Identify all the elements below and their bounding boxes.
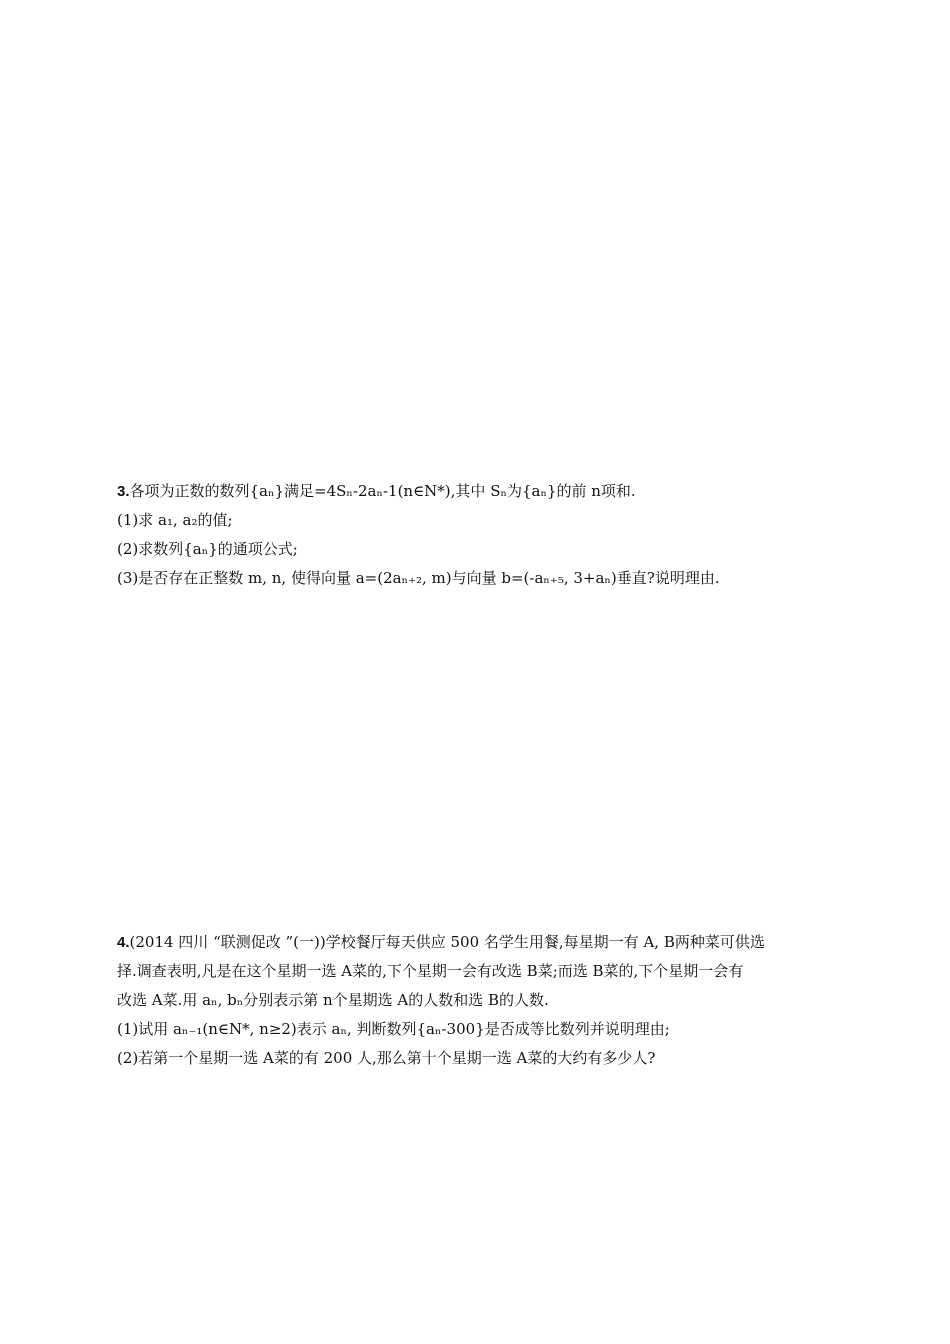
problem-4-statement-line-2: 择.调查表明,凡是在这个星期一选 A菜的,下个星期一会有改选 B菜;而选 B菜的,下个星期一会有 bbox=[117, 962, 744, 980]
problem-4-statement-line-1 bbox=[117, 928, 837, 957]
problem-4-part-2: (2)若第一个星期一选 A菜的有 200 人,那么第十个星期一选 A菜的大约有多少人? bbox=[117, 1049, 656, 1067]
problem-4-text: (2014 四川 “联测促改 ”(一))学校餐厅每天供应 500 名学生用餐,每星期一有 A, B两种菜可供选 bbox=[129, 933, 765, 951]
problem-3-number: 3. bbox=[117, 483, 130, 500]
problem-3-part-3: (3)是否存在正整数 m, n, 使得向量 a=(2aₙ₊₂, m)与向量 b=(-aₙ₊₅, 3+aₙ)垂直?说明理由. bbox=[117, 569, 720, 587]
problem-3-text: 各项为正数的数列{aₙ}满足=4Sₙ-2aₙ-1(n∈N*),其中 Sₙ为{aₙ}的前 n项和. bbox=[129, 482, 636, 500]
problem-4-number: 4. bbox=[117, 934, 130, 951]
problem-3-statement bbox=[117, 477, 837, 506]
problem-4 bbox=[117, 928, 837, 1073]
problem-4-statement-line-3: 改选 A菜.用 aₙ, bₙ分别表示第 n个星期选 A的人数和选 B的人数. bbox=[117, 991, 549, 1009]
problem-3-part-2: (2)求数列{aₙ}的通项公式; bbox=[117, 540, 298, 558]
problem-4-part-1: (1)试用 aₙ₋₁(n∈N*, n≥2)表示 aₙ, 判断数列{aₙ-300}是否成等比数列并说明理由; bbox=[117, 1020, 670, 1038]
problem-3-part-1: (1)求 a₁, a₂的值; bbox=[117, 511, 233, 529]
problem-3 bbox=[117, 477, 837, 593]
